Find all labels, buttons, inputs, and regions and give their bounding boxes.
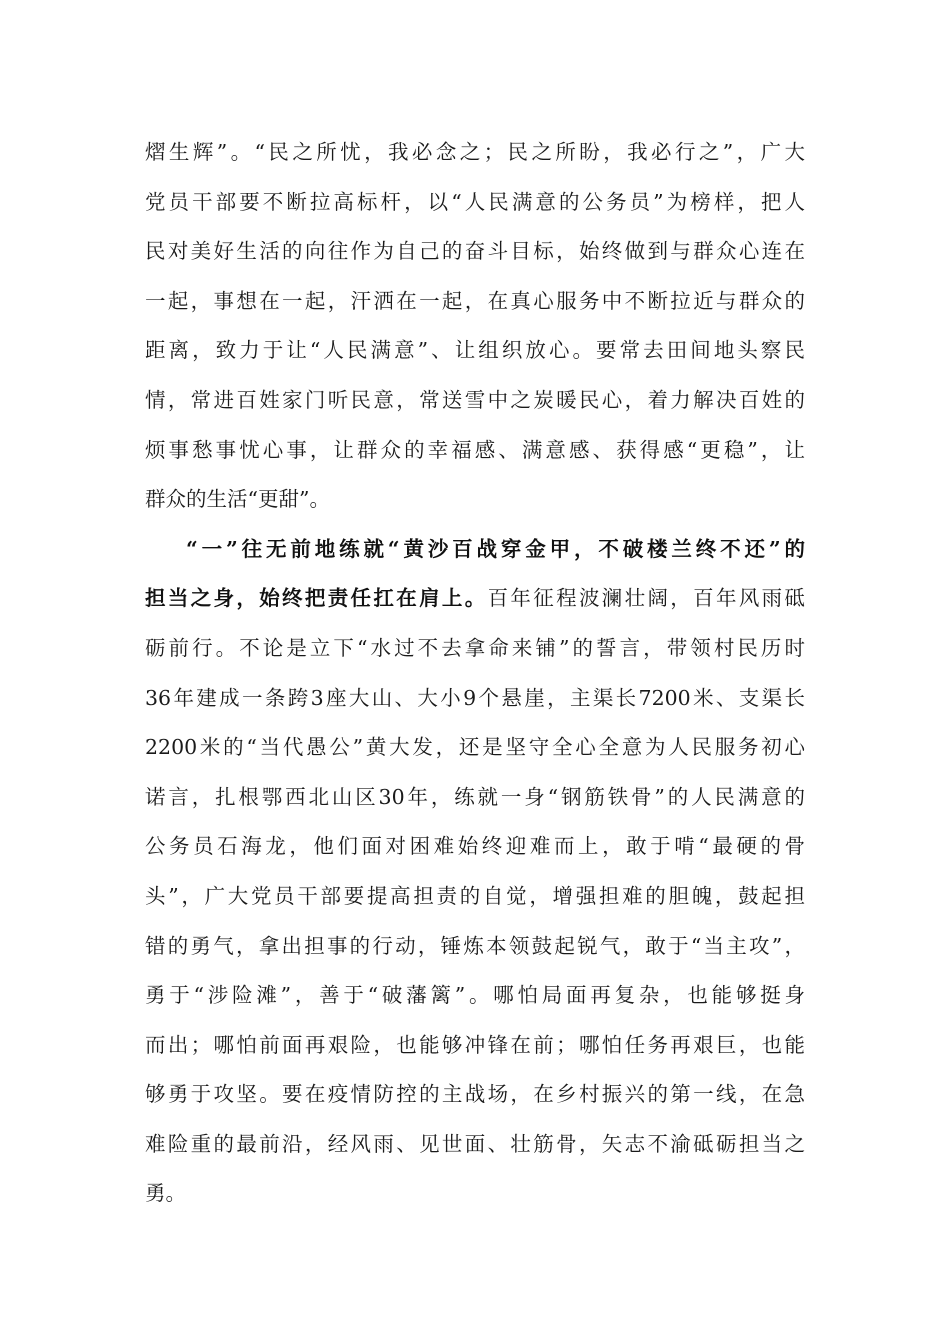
paragraph-2-line-11: 而出；哪怕前面再艰险，也能够冲锋在前；哪怕任务再艰巨，也能 — [145, 1032, 805, 1057]
body-text — [145, 128, 805, 1219]
paragraph-1-line-4: 一起，事想在一起，汗洒在一起，在真心服务中不断拉近与群众的 — [145, 288, 805, 313]
paragraph-2-line-5: 2200米的“当代愚公”黄大发，还是坚守全心全意为人民服务初心 — [145, 735, 805, 760]
paragraph-2-line-4: 36年建成一条跨3座大山、大小9个悬崖，主渠长7200米、支渠长 — [145, 685, 805, 710]
paragraph-1-line-1: 熠生辉”。“民之所忧，我必念之；民之所盼，我必行之”，广大 — [145, 140, 805, 164]
paragraph-2-heading-line-2: 担当之身，始终把责任扛在肩上。 — [145, 586, 488, 611]
paragraph-1-line-8: 群众的生活“更甜”。 — [145, 487, 330, 512]
paragraph-2-line-12: 够勇于攻坚。要在疫情防控的主战场，在乡村振兴的第一线，在急 — [145, 1082, 805, 1107]
paragraph-1-line-7: 烦事愁事忧心事，让群众的幸福感、满意感、获得感“更稳”，让 — [145, 437, 805, 462]
paragraph-1-line-3: 民对美好生活的向往作为自己的奋斗目标，始终做到与群众心连在 — [145, 239, 805, 264]
paragraph-1-line-2: 党员干部要不断拉高标杆，以“人民满意的公务员”为榜样，把人 — [145, 189, 805, 214]
paragraph-1-line-5: 距离，致力于让“人民满意”、让组织放心。要常去田间地头察民 — [145, 338, 805, 363]
paragraph-2-line-6: 诺言，扎根鄂西北山区30年，练就一身“钢筋铁骨”的人民满意的 — [145, 784, 805, 809]
paragraph-2-heading-line-1: “一”往无前地练就“黄沙百战穿金甲，不破楼兰终不还”的 — [186, 536, 805, 561]
paragraph-2-line-2 — [145, 574, 805, 624]
paragraph-2-line-14: 勇。 — [145, 1181, 186, 1206]
paragraph-2-line-8: 头”，广大党员干部要提高担责的自觉，增强担难的胆魄，鼓起担 — [145, 883, 805, 908]
paragraph-2-line-7: 公务员石海龙，他们面对困难始终迎难而上，敢于啃“最硬的骨 — [145, 834, 805, 859]
paragraph-1-line-6: 情，常进百姓家门听民意，常送雪中之炭暖民心，着力解决百姓的 — [145, 387, 805, 412]
paragraph-2-line-3: 砺前行。不论是立下“水过不去拿命来铺”的誓言，带领村民历时 — [145, 635, 805, 660]
paragraph-2 — [145, 525, 805, 1219]
paragraph-2-line-10: 勇于“涉险滩”，善于“破藩篱”。哪怕局面再复杂，也能够挺身 — [145, 983, 805, 1008]
paragraph-2-line-2-rest: 百年征程波澜壮阔，百年风雨砥 — [487, 586, 806, 611]
paragraph-1 — [145, 128, 805, 525]
paragraph-2-line-13: 难险重的最前沿，经风雨、见世面、壮筋骨，矢志不渝砥砺担当之 — [145, 1131, 805, 1156]
paragraph-2-line-9: 错的勇气，拿出担事的行动，锤炼本领鼓起锐气，敢于“当主攻”， — [145, 933, 805, 958]
